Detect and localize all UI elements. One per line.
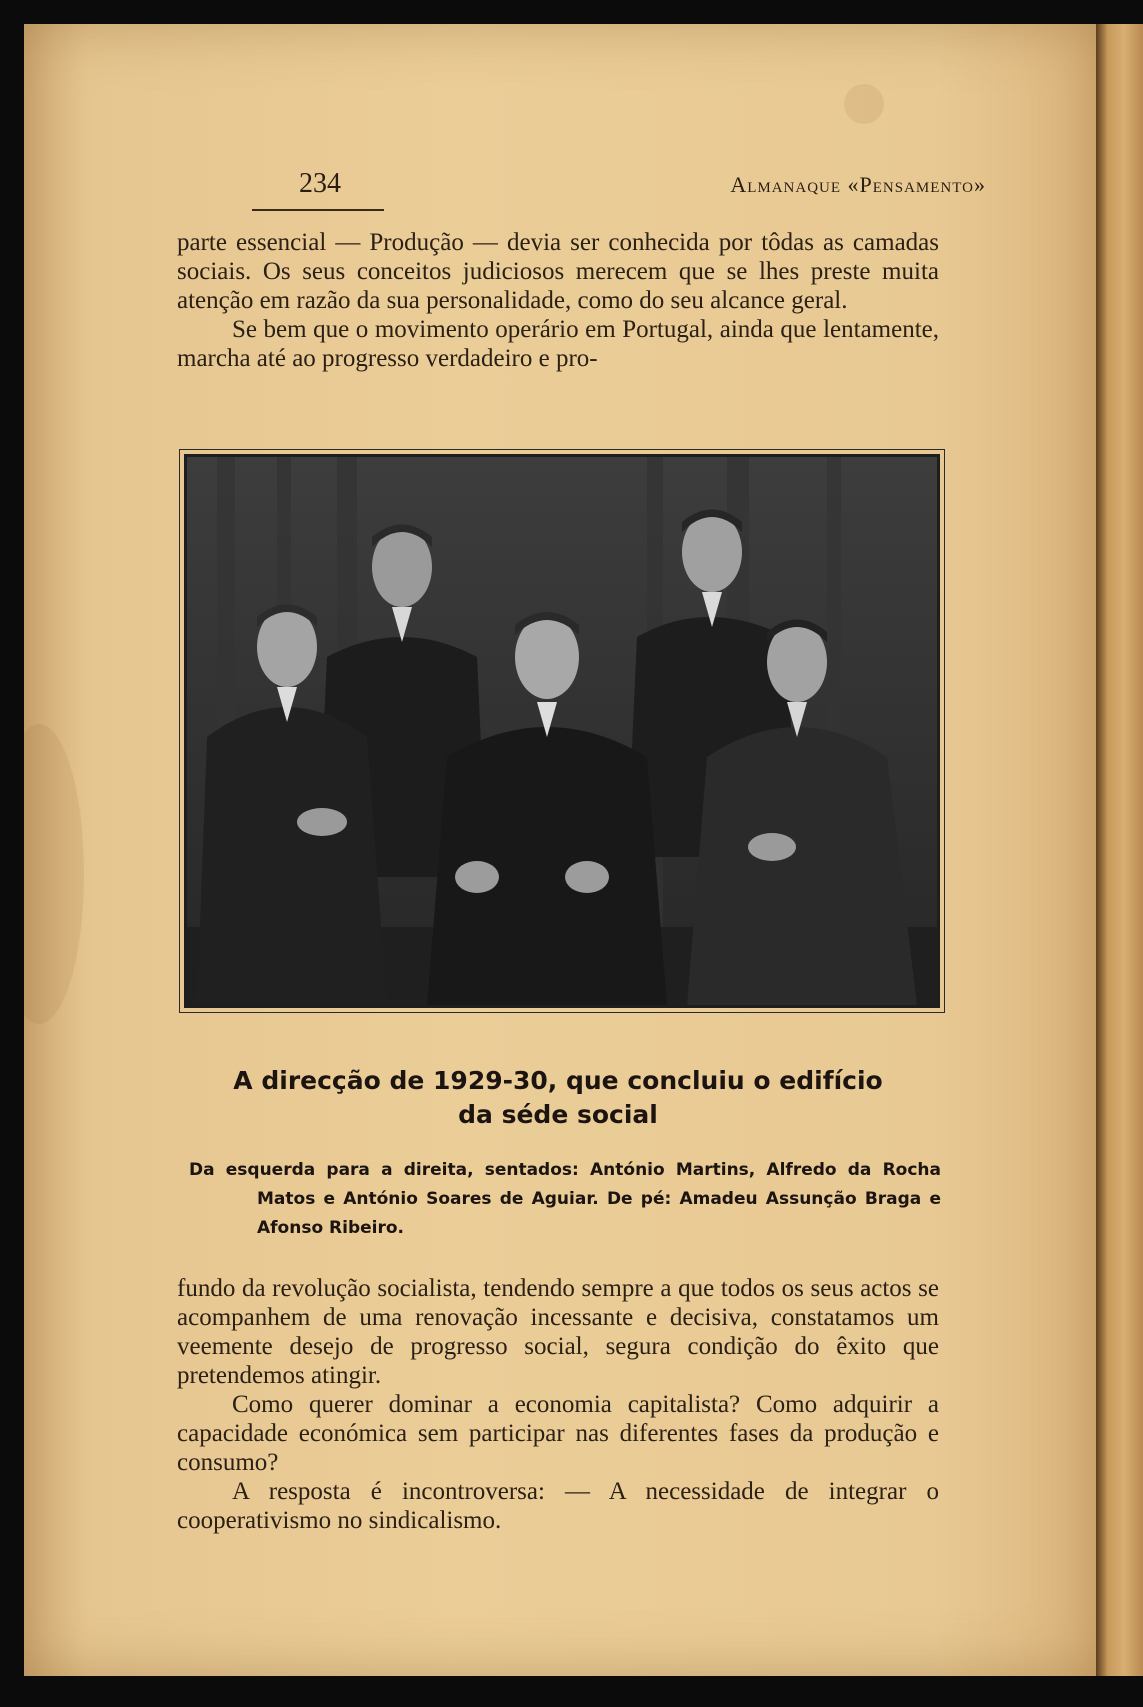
paragraph: parte essencial — Produção — devia ser conhecida por tôdas as camadas sociais. Os seus conceitos judiciosos merecem que se lhes preste muita atenção em razão da sua personalidade, como do seu alcance geral. — [177, 229, 939, 314]
page-number-rule — [252, 209, 384, 211]
page-number: 234 — [299, 168, 341, 199]
group-photograph — [184, 454, 940, 1008]
paragraph: fundo da revolução socialista, tendendo sempre a que todos os seus actos se acompanhem de uma renovação incessante e decisiva, constatamos um veemente desejo de progresso social, segura condição do êxito que pretendemos atingir. — [177, 1275, 939, 1389]
running-title: Almanaque «Pensamento» — [730, 172, 986, 197]
paper-stain — [844, 84, 884, 124]
paper-stain — [24, 724, 84, 1024]
paragraph: A resposta é incontroversa: — A necessidade de integrar o cooperativismo no sindicalismo. — [177, 1478, 939, 1534]
body-text-top — [177, 228, 939, 373]
body-text-bottom — [177, 1274, 939, 1535]
caption-title-line: A direcção de 1929-30, que concluiu o edifício — [233, 1066, 883, 1095]
book-spine-edge — [1096, 24, 1143, 1676]
caption-title-line: da séde social — [458, 1100, 658, 1129]
page-header — [24, 144, 1096, 214]
paragraph: Se bem que o movimento operário em Portugal, ainda que lentamente, marcha até ao progresso verdadeiro e pro- — [177, 316, 939, 372]
book-page — [24, 24, 1096, 1676]
paragraph: Como querer dominar a economia capitalista? Como adquirir a capacidade económica sem participar nas diferentes fases da produção e consumo? — [177, 1391, 939, 1476]
photo-caption-body: Da esquerda para a direita, sentados: António Martins, Alfredo da Rocha Matos e António Soares de Aguiar. De pé: Amadeu Assunção Braga e Afonso Ribeiro. — [189, 1160, 941, 1238]
photo-illustration — [187, 457, 937, 1005]
photo-caption-title — [177, 1064, 939, 1132]
